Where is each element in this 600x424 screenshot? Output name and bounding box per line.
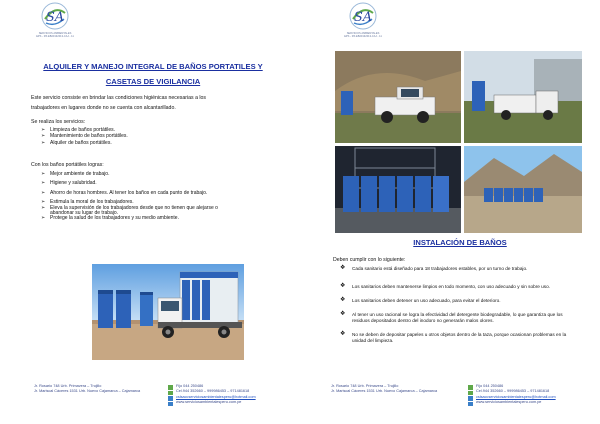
email-icon	[168, 396, 173, 401]
pickup-truck-photo	[335, 51, 461, 143]
arrow-bullet-icon: ➢	[41, 199, 46, 206]
requirements-list	[334, 266, 580, 351]
list-item: ➢ Mantenimiento de baños portátiles.	[41, 133, 128, 140]
list-item: ❖ Los sanitarios deben mantenerse limpios en todo momento, con uso adecuado y sin sobre uso.	[340, 283, 551, 289]
logo-line1: SERVICIOS AMBIENTALES	[346, 32, 380, 35]
phone-icon	[468, 385, 473, 390]
footer-phone: Fijo 044 250486	[476, 384, 504, 388]
list-item: ➢ Higiene y salubridad.	[41, 180, 97, 187]
page-title-line2: CASETAS DE VIGILANCIA	[105, 77, 201, 86]
footer-email-link[interactable]: cslsaccserviciosambientalesperu@hotmail.com	[476, 394, 556, 399]
footer-address1: Jr. Rosario 748 Urb. Primavera – Trujillo	[331, 384, 399, 388]
logo-emblem-icon	[348, 1, 378, 31]
diamond-bullet-icon: ❖	[340, 331, 346, 337]
truck-toilets-illustration	[92, 264, 244, 360]
diamond-bullet-icon: ❖	[340, 265, 346, 271]
list-item: ➢ Protege la salud de los trabajadores y su medio ambiente.	[41, 215, 179, 222]
logo-letters: SA	[353, 10, 373, 25]
right-page	[300, 0, 600, 424]
logo-line1: SERVICIOS AMBIENTALES	[38, 32, 72, 35]
footer-web-link[interactable]: www.serviciosambientalesperu.com.pe	[176, 400, 242, 405]
left-footer-address	[34, 384, 140, 395]
arrow-bullet-icon: ➢	[41, 180, 46, 187]
list-item: ❖ No se deben de depositar papeles u otros objetos dentro de la taza, porque ocasionan problemas en la unidad del limpieza.	[340, 331, 567, 343]
arrow-bullet-icon: ➢	[41, 215, 46, 222]
tanker-truck-illustration	[464, 51, 582, 143]
footer-icons	[468, 385, 473, 407]
company-logo	[30, 1, 80, 41]
page-title-line1: ALQUILER Y MANEJO INTEGRAL DE BAÑOS PORTATILES Y	[43, 62, 263, 71]
footer-icons	[168, 385, 173, 407]
list-item-continuation: abandonar su lugar de trabajo.	[50, 210, 119, 217]
footer-address2: Jr. Mariscal Cáceres 1531 Urb. Nuevo Cajamarca – Cajamarca	[34, 389, 141, 394]
logo-emblem-icon	[40, 1, 70, 31]
footer-mobile: Cel.944 352660 – 999986453 – 971481618	[476, 389, 550, 394]
web-icon	[168, 402, 173, 407]
footer-phone: Fijo 044 250486	[176, 384, 204, 388]
intro-line1: Este servicio consiste en brindar las condiciones higiénicas necesarias a los	[31, 95, 207, 101]
installation-title: INSTALACIÓN DE BAÑOS	[413, 238, 507, 247]
benefits-list	[36, 171, 218, 222]
left-footer-contacts	[176, 384, 256, 406]
list-item: ❖ Al tener un uso racional se logra la efectividad del detergente biodegradable, lo que garantiza que los residuos depositados dentro del inodoro no generarán malos olores.	[340, 311, 563, 323]
mobile-icon	[468, 391, 473, 396]
arrow-bullet-icon: ➢	[41, 204, 46, 211]
pickup-truck-illustration	[335, 51, 461, 143]
logo-line2: EPS - RS EB20132013-CAJ - 11	[36, 35, 74, 39]
logo-line2: EPS - RS EB20132013-CAJ - 11	[344, 35, 382, 39]
services-list	[36, 127, 128, 146]
diamond-bullet-icon: ❖	[340, 283, 346, 289]
tanker-truck-photo	[464, 51, 582, 143]
toilet-row-night-illustration	[335, 146, 461, 233]
list-item: ❖ Cada sanitario está diseñado para 18 trabajadores estables, por un turno de trabajo.	[340, 265, 528, 271]
company-logo	[338, 1, 388, 41]
arrow-bullet-icon: ➢	[41, 171, 46, 177]
intro-line2: trabajadores en lugares donde no se cuenta con alcantarillado.	[31, 105, 176, 111]
arrow-bullet-icon: ➢	[41, 139, 46, 146]
services-label: Se realiza los servicios:	[31, 119, 86, 125]
web-icon	[468, 402, 473, 407]
footer-email-link[interactable]: cslsaccserviciosambientalesperu@hotmail.com	[176, 394, 256, 399]
list-item: ➢ Alquiler de baños portátiles.	[41, 139, 112, 146]
list-item: ❖ Los sanitarios deben detener un uso adecuado, para evitar el deterioro.	[340, 297, 501, 303]
mobile-icon	[168, 391, 173, 396]
footer-mobile: Cel.944 352660 – 999986453 – 971481618	[176, 389, 250, 394]
list-item: ➢ Eleva la supervisión de los trabajadores desde que no tienen que alejarse o	[41, 204, 218, 211]
right-footer-contacts	[476, 384, 556, 406]
toilet-row-night-photo	[335, 146, 461, 233]
footer-address2: Jr. Mariscal Cáceres 1531 Urb. Nuevo Cajamarca – Cajamarca	[331, 389, 438, 394]
list-item: ➢ Ahorro de horas hombres. Al tener los baños en cada punto de trabajo.	[41, 189, 208, 196]
logo-letters: SA	[45, 10, 65, 25]
email-icon	[468, 396, 473, 401]
list-item: ➢ Limpieza de baños portátiles.	[41, 127, 116, 133]
diamond-bullet-icon: ❖	[340, 297, 346, 303]
arrow-bullet-icon: ➢	[41, 133, 46, 140]
phone-icon	[168, 385, 173, 390]
diamond-bullet-icon: ❖	[340, 311, 346, 317]
truck-toilets-photo	[92, 264, 244, 360]
footer-web-link[interactable]: www.serviciosambientalesperu.com.pe	[476, 400, 542, 405]
list-item: ➢ Estimula la moral de los trabajadores.	[41, 199, 134, 206]
arrow-bullet-icon: ➢	[41, 189, 46, 196]
footer-address1: Jr. Rosario 748 Urb. Primavera – Trujillo	[34, 384, 102, 388]
arrow-bullet-icon: ➢	[41, 127, 46, 133]
toilet-row-mountain-illustration	[464, 146, 582, 233]
benefits-label: Con los baños portátiles logras:	[31, 162, 104, 168]
requirements-label: Deben cumplir con lo siguiente:	[333, 257, 406, 263]
list-item: ➢ Mejor ambiente de trabajo.	[41, 171, 110, 177]
toilet-row-mountain-photo	[464, 146, 582, 233]
right-footer-address	[331, 384, 437, 395]
